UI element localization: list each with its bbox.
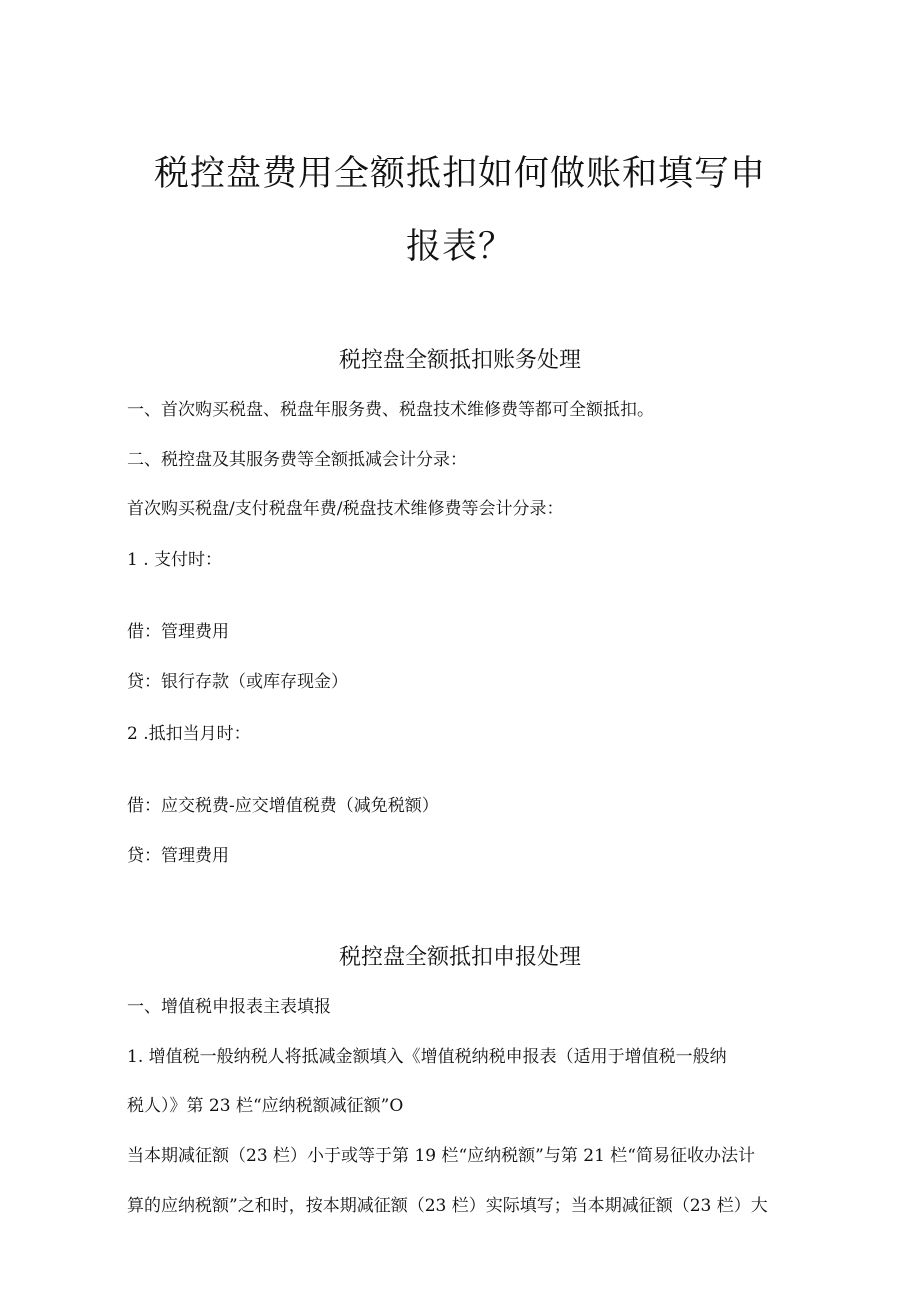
paragraph-line: 税人）》第 23 栏“应纳税额减征额”O: [127, 1096, 404, 1116]
paragraph-line: 一、增值税申报表主表填报: [127, 997, 331, 1017]
paragraph-line: 算的应纳税额”之和时，按本期减征额（23 栏）实际填写；当本期减征额（23 栏）大: [127, 1196, 768, 1216]
paragraph-line: 2 .抵扣当月时：: [127, 724, 251, 744]
paragraph-line: 首次购买税盘/支付税盘年费/税盘技术维修费等会计分录：: [127, 499, 564, 519]
paragraph-line: 贷：银行存款（或库存现金）: [127, 672, 348, 692]
section-heading-declaration: 税控盘全额抵扣申报处理: [338, 945, 581, 970]
paragraph-line: 当本期减征额（23 栏）小于或等于第 19 栏“应纳税额”与第 21 栏“简易征收办法计: [127, 1146, 755, 1166]
paragraph-line: 借：管理费用: [127, 622, 229, 642]
paragraph-line: 一、首次购买税盘、税盘年服务费、税盘技术维修费等都可全额抵扣。: [127, 400, 654, 420]
document-title-line-1: 税控盘费用全额抵扣如何做账和填写申: [153, 154, 766, 194]
paragraph-line: 1 . 支付时：: [127, 550, 223, 570]
paragraph-line: 借：应交税费-应交增值税费（减免税额）: [127, 796, 439, 816]
document-title-line-2: 报表？: [405, 227, 514, 267]
paragraph-line: 二、税控盘及其服务费等全额抵减会计分录：: [127, 450, 467, 470]
section-heading-accounting: 税控盘全额抵扣账务处理: [338, 348, 581, 373]
paragraph-line: 1. 增值税一般纳税人将抵减金额填入《增值税纳税申报表（适用于增值税一般纳: [127, 1047, 727, 1067]
paragraph-line: 贷：管理费用: [127, 846, 229, 866]
